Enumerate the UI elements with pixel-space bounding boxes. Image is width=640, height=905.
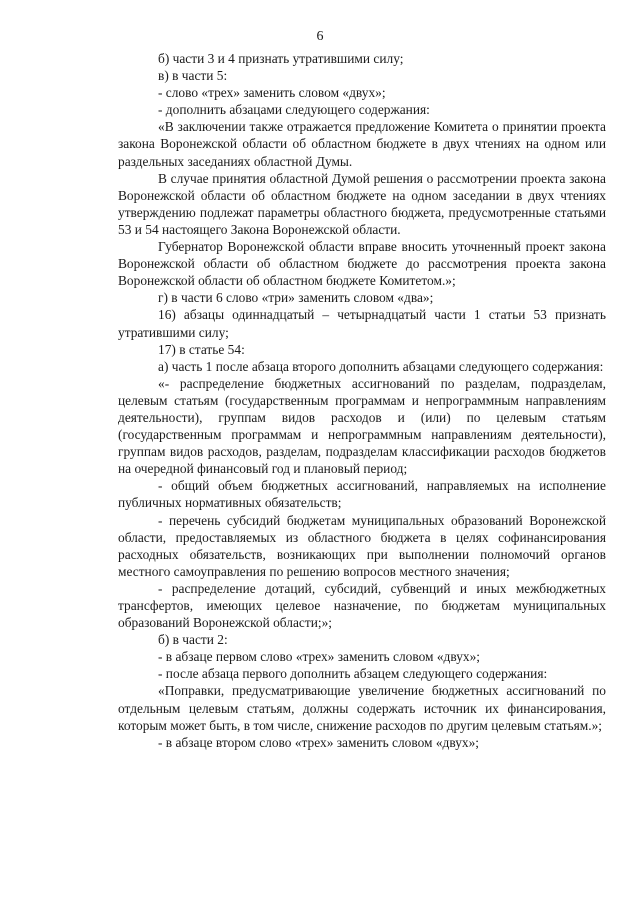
paragraph: - перечень субсидий бюджетам муниципальных образований Воронежской области, предоставляемых из областного бюджета в целях софинансирования расходных обязательств, возникающих при выполнении полномочий органов местного самоуправления по решению вопросов местного значения; xyxy=(118,512,606,579)
page-number: 6 xyxy=(316,29,324,44)
paragraph: 17) в статье 54: xyxy=(158,341,245,357)
paragraph: в) в части 5: xyxy=(158,68,228,84)
paragraph: - дополнить абзацами следующего содержания: xyxy=(158,102,430,118)
paragraph: г) в части 6 слово «три» заменить словом «два»; xyxy=(158,290,434,306)
paragraph: б) части 3 и 4 признать утратившими силу; xyxy=(158,51,404,66)
paragraph: «В заключении также отражается предложение Комитета о принятии проекта закона Воронежской области об областном бюджете в двух чтениях на одном или раздельных заседаниях областной Думы. xyxy=(118,119,606,169)
paragraph: - распределение дотаций, субсидий, субвенций и иных межбюджетных трансфертов, имеющих целевое назначение, по бюджетам муниципальных образований Воронежской области;»; xyxy=(118,580,606,631)
paragraph: Губернатор Воронежской области вправе вносить уточненный проект закона Воронежской области об областном бюджете до рассмотрения проекта закона Воронежской области об областном бюджете Комитетом.»; xyxy=(118,239,606,289)
paragraph: - общий объем бюджетных ассигнований, направляемых на исполнение публичных нормативных обязательств; xyxy=(118,478,606,511)
paragraph: 16) абзацы одиннадцатый – четырнадцатый части 1 статьи 53 признать утратившими силу; xyxy=(118,307,606,340)
paragraph: - в абзаце первом слово «трех» заменить словом «двух»; xyxy=(158,649,481,665)
paragraph: б) в части 2: xyxy=(158,632,228,648)
document-body xyxy=(118,50,606,751)
paragraph: - после абзаца первого дополнить абзацем следующего содержания: xyxy=(158,666,548,682)
paragraph: «Поправки, предусматривающие увеличение бюджетных ассигнований по отдельным целевым статьям, должны содержать источник их финансирования, которым может быть, в том числе, снижение расходов по другим целевым статьям.»; xyxy=(118,683,606,733)
paragraph: а) часть 1 после абзаца второго дополнить абзацами следующего содержания: xyxy=(158,358,604,374)
paragraph: - в абзаце втором слово «трех» заменить словом «двух»; xyxy=(158,734,480,750)
paragraph: В случае принятия областной Думой решения о рассмотрении проекта закона Воронежской области об областном бюджете на одном заседании в двух чтениях утверждению подлежат параметры областного бюджета, предусмотренные статьями 53 и 54 настоящего Закона Воронежской области. xyxy=(118,170,606,237)
paragraph: - слово «трех» заменить словом «двух»; xyxy=(158,85,386,101)
paragraph: «- распределение бюджетных ассигнований по разделам, подразделам, целевым статьям (государственным программам и непрограммным направлениям деятельности), группам видов расходов и (или) по целевым статьям (государственным программам и непрограммным направлениям деятельности), группам видов расходов, разделам, подразделам классификации расходов бюджетов на очередной финансовый год и плановый период; xyxy=(118,375,606,477)
